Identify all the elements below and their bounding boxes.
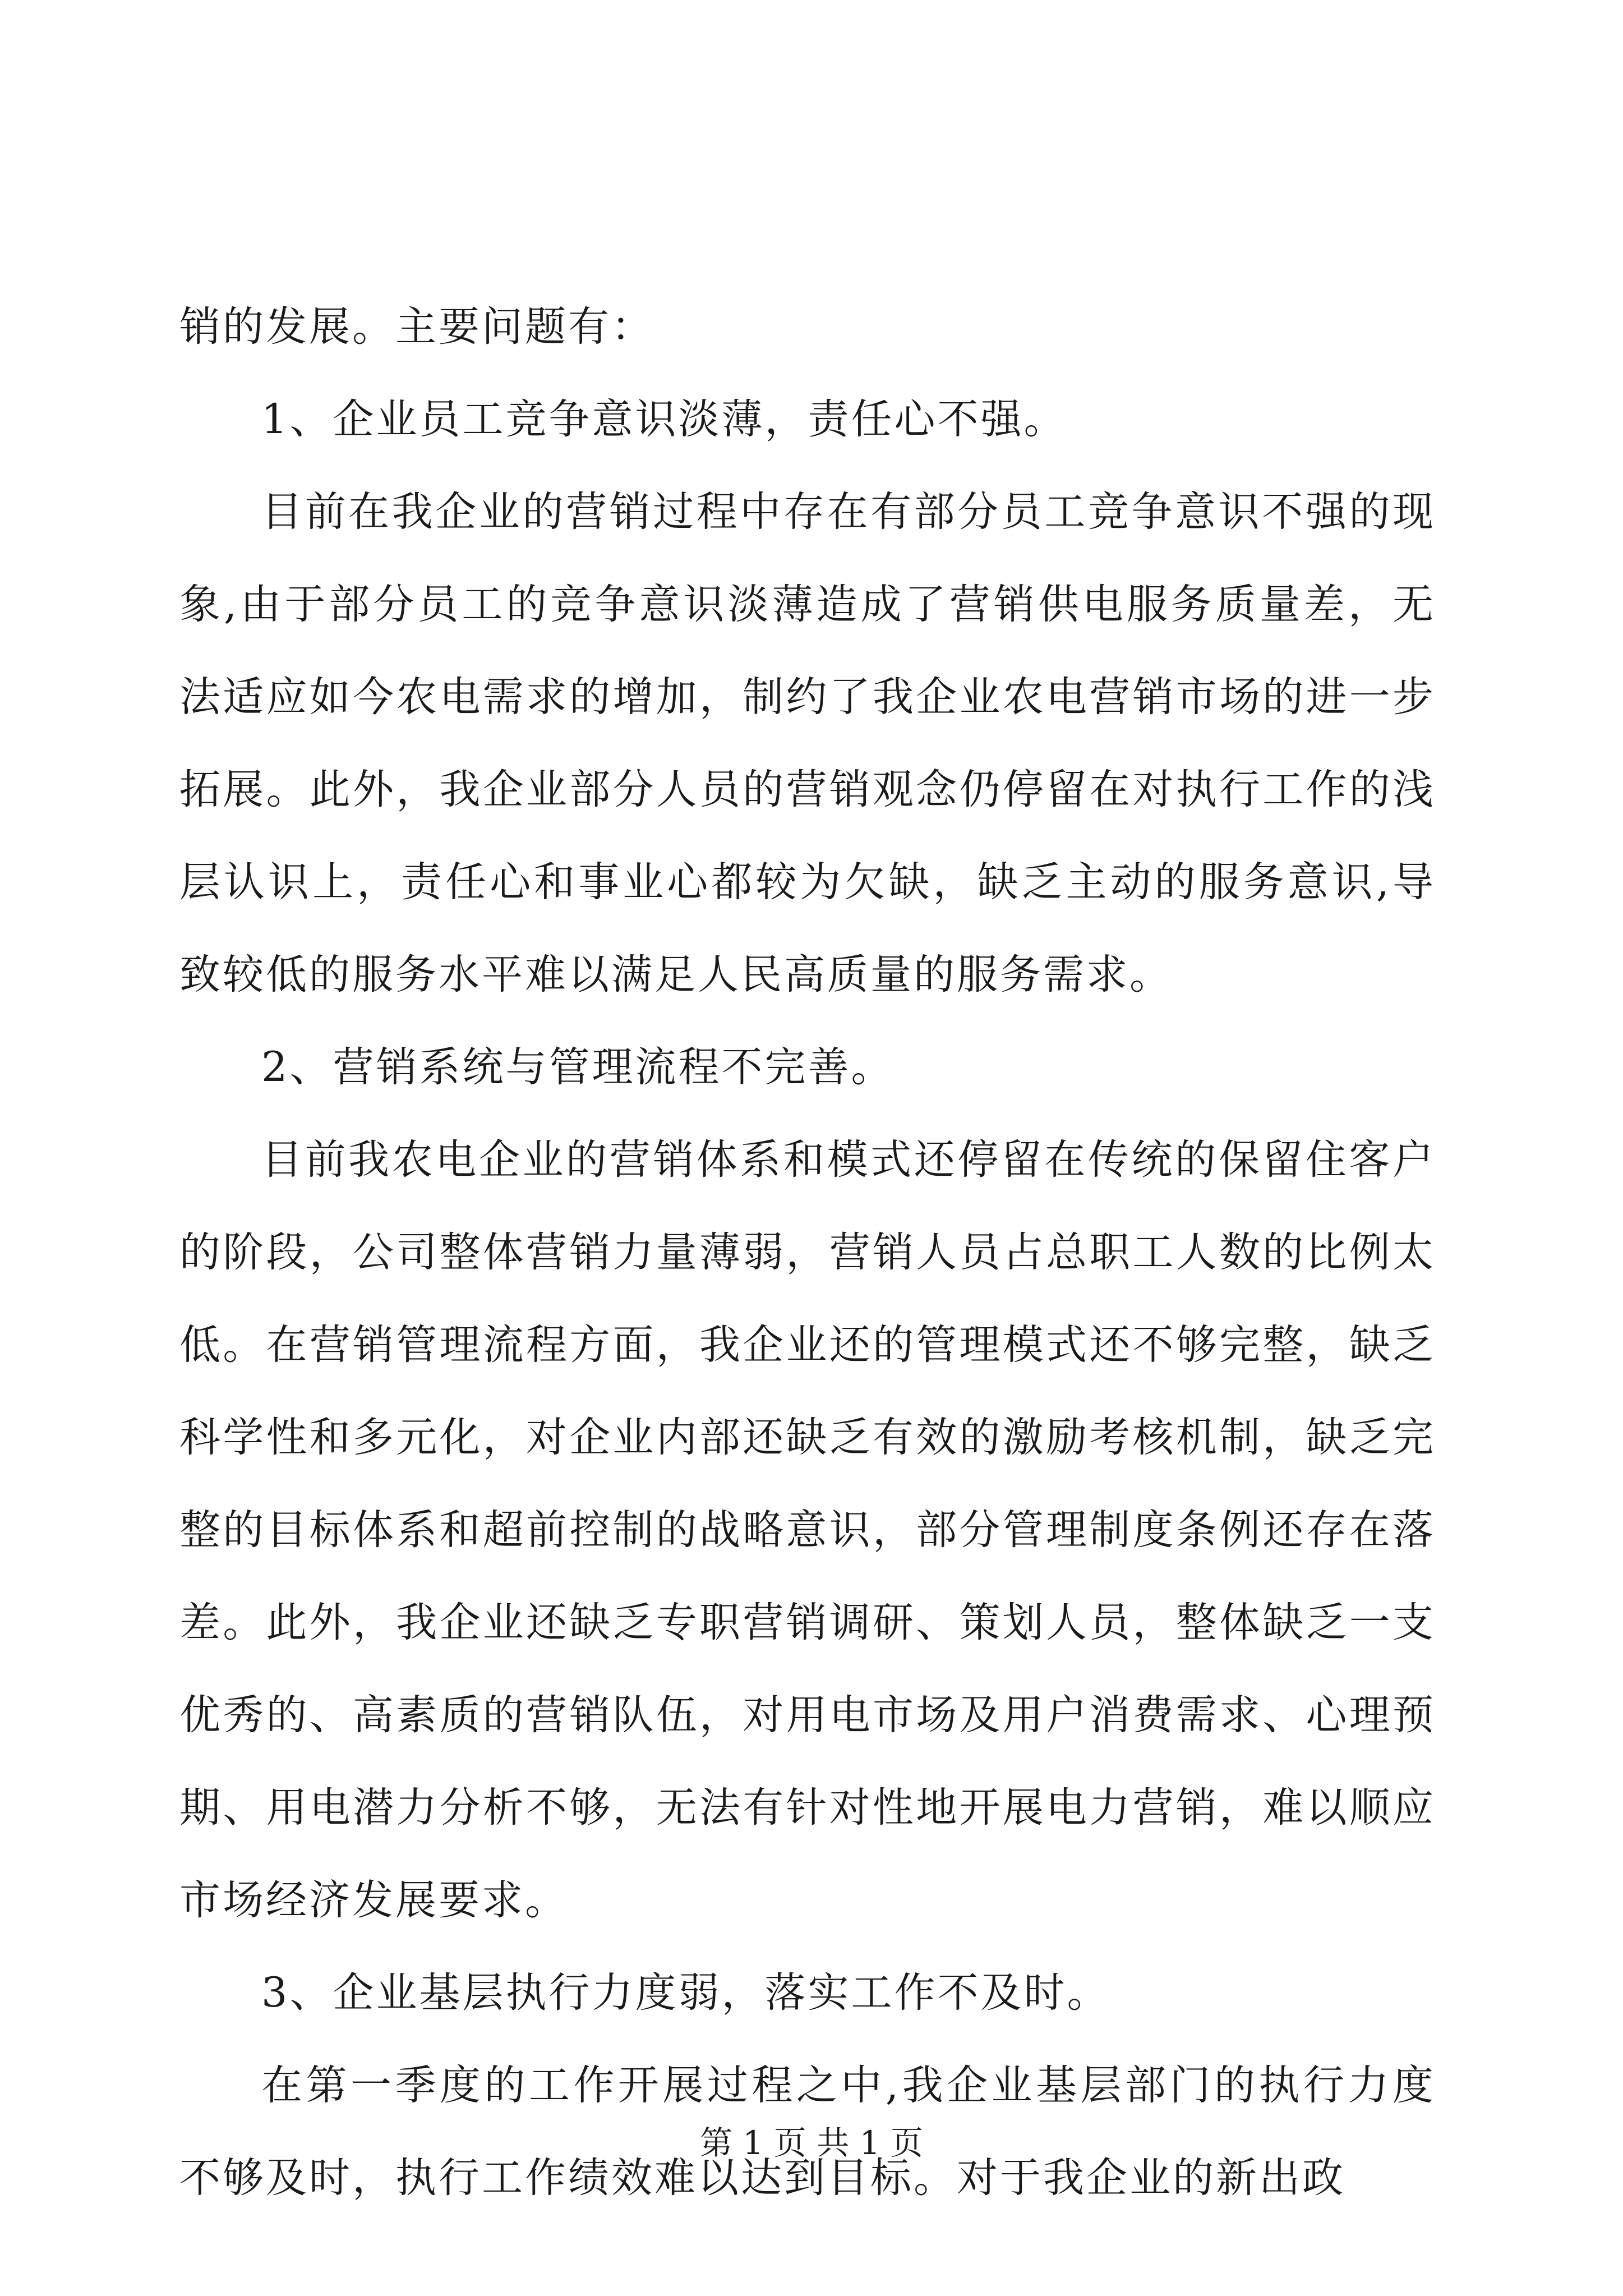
paragraph-issue-1: 目前在我企业的营销过程中存在有部分员工竞争意识不强的现象,由于部分员工的竞争意识淡薄造成了营销供电服务质量差，无法适应如今农电需求的增加，制约了我企业农电营销市场的进一步拓展。此外，我企业部分人员的营销观念仍停留在对执行工作的浅层认识上，责任心和事业心都较为欠缺，缺乏主动的服务意识,导致较低的服务水平难以满足人民高质量的服务需求。 xyxy=(179,488,1436,999)
heading-issue-3: 3、企业基层执行力度弱，落实工作不及时。 xyxy=(261,1969,1110,2017)
document-body xyxy=(179,280,1436,2224)
paragraph-issue-2: 目前我农电企业的营销体系和模式还停留在传统的保留住客户的阶段，公司整体营销力量薄弱，营销人员占总职工人数的比例太低。在营销管理流程方面，我企业还的管理模式还不够完整，缺乏科学性和多元化，对企业内部还缺乏有效的激励考核机制，缺乏完整的目标体系和超前控制的战略意识，部分管理制度条例还存在落差。此外，我企业还缺乏专职营销调研、策划人员，整体缺乏一支优秀的、高素质的营销队伍，对用电市场及用户消费需求、心理预期、用电潜力分析不够，无法有针对性地开展电力营销，难以顺应市场经济发展要求。 xyxy=(179,1136,1436,1924)
heading-issue-1: 1、企业员工竞争意识淡薄，责任心不强。 xyxy=(261,395,1067,443)
paragraph-issue-3: 在第一季度的工作开展过程之中,我企业基层部门的执行力度不够及时，执行工作绩效难以达到目标。对于我企业的新出政 xyxy=(179,2062,1436,2202)
page-number-footer: 第 1 页 共 1 页 xyxy=(700,2124,923,2162)
heading-issue-2: 2、营销系统与管理流程不完善。 xyxy=(261,1043,895,1091)
paragraph-intro: 销的发展。主要问题有： xyxy=(179,303,654,351)
